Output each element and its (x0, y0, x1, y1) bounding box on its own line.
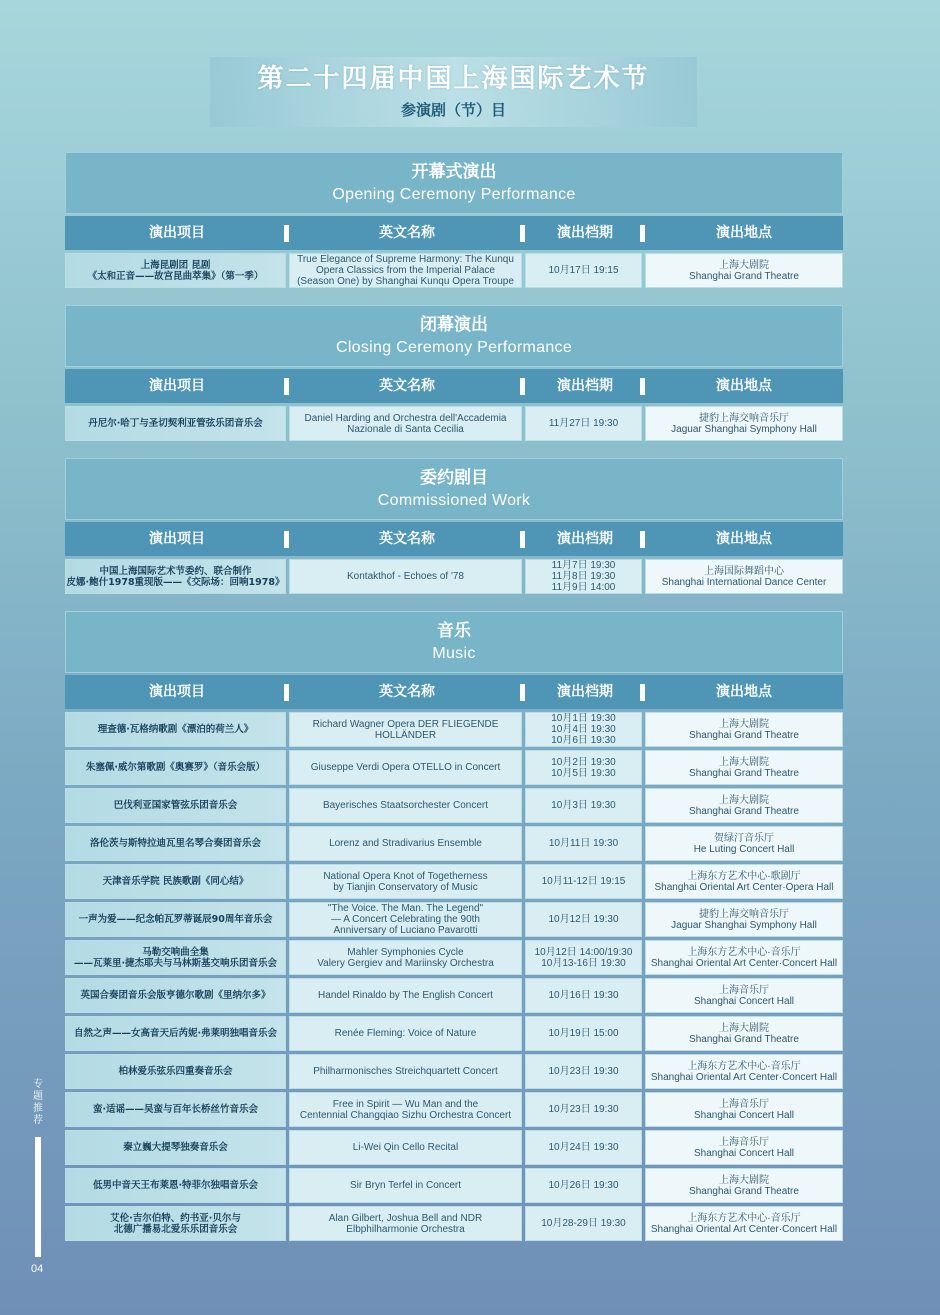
column-header-schedule: 演出档期 (525, 522, 645, 556)
program-name-cn: 洛伦茨与斯特拉迪瓦里名琴合奏团音乐会 (65, 826, 286, 861)
program-name-cn: 秦立巍大提琴独奏音乐会 (65, 1130, 286, 1165)
program-name-cn: 中国上海国际艺术节委约、联合制作 皮娜·鲍什1978重现版——《交际场：回响1978》 (65, 559, 286, 594)
schedule-cell: 10月11-12日 19:15 (525, 864, 642, 899)
column-header-schedule: 演出档期 (525, 675, 645, 709)
column-header-english: 英文名称 (289, 675, 525, 709)
column-header-venue: 演出地点 (716, 531, 772, 547)
section-title-cn: 委约剧目 (420, 468, 488, 488)
program-name-en: Alan Gilbert, Joshua Bell and NDR Elbphilharmonie Orchestra (289, 1206, 522, 1241)
program-name-cn: 巴伐利亚国家管弦乐团音乐会 (65, 788, 286, 823)
program-name-en: Giuseppe Verdi Opera OTELLO in Concert (289, 750, 522, 785)
schedule-cell: 10月2日 19:30 10月5日 19:30 (525, 750, 642, 785)
schedule-cell: 10月11日 19:30 (525, 826, 642, 861)
venue-cell: 上海国际舞蹈中心 Shanghai International Dance Center (645, 559, 843, 594)
side-accent-bar (35, 1137, 41, 1257)
table-row (65, 253, 843, 288)
program-name-en: Bayerisches Staatsorchester Concert (289, 788, 522, 823)
page-title: 第二十四届中国上海国际艺术节 (257, 64, 650, 94)
venue-cell: 贺绿汀音乐厅 He Luting Concert Hall (645, 826, 843, 861)
program-name-cn: 理查德·瓦格纳歌剧《漂泊的荷兰人》 (65, 712, 286, 747)
program-name-cn: 马勒交响曲全集 ——瓦莱里·捷杰耶夫与马林斯基交响乐团音乐会 (65, 940, 286, 975)
column-header-english: 英文名称 (289, 369, 525, 403)
schedule-cell: 11月27日 19:30 (525, 406, 642, 441)
program-name-en: Handel Rinaldo by The English Concert (289, 978, 522, 1013)
table-row (65, 864, 843, 899)
program-name-cn: 柏林爱乐弦乐四重奏音乐会 (65, 1054, 286, 1089)
section-header (65, 458, 843, 520)
schedule-cell: 10月28-29日 19:30 (525, 1206, 642, 1241)
program-name-cn: 上海昆剧团 昆剧 《太和正音——故宫昆曲萃集》（第一季） (65, 253, 286, 288)
schedule-cell: 10月23日 19:30 (525, 1054, 642, 1089)
column-header-project: 演出项目 (65, 216, 289, 250)
section-table (65, 305, 843, 441)
venue-cell: 上海东方艺术中心·音乐厅 Shanghai Oriental Art Center·Concert Hall (645, 940, 843, 975)
program-name-en: National Opera Knot of Togetherness by Tianjin Conservatory of Music (289, 864, 522, 899)
schedule-cell: 10月23日 19:30 (525, 1092, 642, 1127)
program-name-en: True Elegance of Supreme Harmony: The Kunqu Opera Classics from the Imperial Palace (Season One) by Shanghai Kunqu Opera Troupe (289, 253, 522, 288)
page-subtitle: 参演剧（节）目 (400, 101, 506, 119)
column-header-venue: 演出地点 (716, 225, 772, 241)
section-header (65, 611, 843, 673)
table-row (65, 750, 843, 785)
table-row (65, 1168, 843, 1203)
program-name-en: Renée Fleming: Voice of Nature (289, 1016, 522, 1051)
column-header-english: 英文名称 (289, 522, 525, 556)
section-header (65, 305, 843, 367)
column-header-english: 英文名称 (289, 216, 525, 250)
venue-cell: 上海大剧院 Shanghai Grand Theatre (645, 1168, 843, 1203)
section-table (65, 611, 843, 1241)
venue-cell: 上海东方艺术中心·音乐厅 Shanghai Oriental Art Center·Concert Hall (645, 1054, 843, 1089)
schedule-cell: 10月24日 19:30 (525, 1130, 642, 1165)
table-row (65, 406, 843, 441)
program-name-en: Free in Spirit — Wu Man and the Centennial Changqiao Sizhu Orchestra Concert (289, 1092, 522, 1127)
venue-cell: 上海东方艺术中心·音乐厅 Shanghai Oriental Art Center·Concert Hall (645, 1206, 843, 1241)
venue-cell: 上海音乐厅 Shanghai Concert Hall (645, 1130, 843, 1165)
column-header-row (65, 369, 843, 403)
column-header-venue: 演出地点 (716, 684, 772, 700)
column-header-project: 演出项目 (65, 675, 289, 709)
section-title-cn: 闭幕演出 (420, 315, 488, 335)
section-title-cn: 开幕式演出 (411, 162, 497, 182)
table-row (65, 940, 843, 975)
venue-cell: 上海大剧院 Shanghai Grand Theatre (645, 1016, 843, 1051)
table-row (65, 788, 843, 823)
schedule-cell: 11月7日 19:30 11月8日 19:30 11月9日 14:00 (525, 559, 642, 594)
table-row (65, 1016, 843, 1051)
schedule-cell: 10月17日 19:15 (525, 253, 642, 288)
venue-cell: 上海大剧院 Shanghai Grand Theatre (645, 788, 843, 823)
section-title-en: Music (432, 645, 476, 662)
schedule-cell: 10月1日 19:30 10月4日 19:30 10月6日 19:30 (525, 712, 642, 747)
venue-cell: 上海音乐厅 Shanghai Concert Hall (645, 978, 843, 1013)
venue-cell: 上海大剧院 Shanghai Grand Theatre (645, 750, 843, 785)
title-banner (210, 57, 697, 127)
program-name-cn: 自然之声——女高音天后芮妮·弗莱明独唱音乐会 (65, 1016, 286, 1051)
program-name-cn: 低男中音天王布莱恩·特菲尔独唱音乐会 (65, 1168, 286, 1203)
venue-cell: 上海大剧院 Shanghai Grand Theatre (645, 253, 843, 288)
program-name-en: Richard Wagner Opera DER FLIEGENDE HOLLÄNDER (289, 712, 522, 747)
column-header-project: 演出项目 (65, 522, 289, 556)
schedule-cell: 10月12日 19:30 (525, 902, 642, 937)
section-title-en: Commissioned Work (377, 492, 531, 509)
program-name-en: Sir Bryn Terfel in Concert (289, 1168, 522, 1203)
table-row (65, 1054, 843, 1089)
table-row (65, 559, 843, 594)
column-header-row (65, 216, 843, 250)
program-name-en: Li-Wei Qin Cello Recital (289, 1130, 522, 1165)
column-header-row (65, 522, 843, 556)
program-name-cn: 天津音乐学院 民族歌剧《同心结》 (65, 864, 286, 899)
side-section-label: 专题推荐 (33, 1079, 43, 1126)
section-title-cn: 音乐 (437, 621, 471, 641)
program-name-en: Kontakthof - Echoes of '78 (289, 559, 522, 594)
schedule-cell: 10月3日 19:30 (525, 788, 642, 823)
column-header-project: 演出项目 (65, 369, 289, 403)
table-row (65, 902, 843, 937)
venue-cell: 上海音乐厅 Shanghai Concert Hall (645, 1092, 843, 1127)
column-header-schedule: 演出档期 (525, 369, 645, 403)
venue-cell: 上海东方艺术中心·歌剧厅 Shanghai Oriental Art Center·Opera Hall (645, 864, 843, 899)
program-name-en: Mahler Symphonies Cycle Valery Gergiev and Mariinsky Orchestra (289, 940, 522, 975)
schedule-cell: 10月19日 15:00 (525, 1016, 642, 1051)
program-name-cn: 朱塞佩·威尔第歌剧《奥赛罗》（音乐会版） (65, 750, 286, 785)
program-name-cn: 丹尼尔·哈丁与圣切契利亚管弦乐团音乐会 (65, 406, 286, 441)
table-row (65, 1092, 843, 1127)
schedule-cell: 10月16日 19:30 (525, 978, 642, 1013)
venue-cell: 上海大剧院 Shanghai Grand Theatre (645, 712, 843, 747)
table-row (65, 978, 843, 1013)
table-row (65, 1206, 843, 1241)
column-header-schedule: 演出档期 (525, 216, 645, 250)
schedule-cell: 10月26日 19:30 (525, 1168, 642, 1203)
program-name-cn: 蛮·适谣——吴蛮与百年长桥丝竹音乐会 (65, 1092, 286, 1127)
program-name-en: Philharmonisches Streichquartett Concert (289, 1054, 522, 1089)
venue-cell: 捷豹上海交响音乐厅 Jaguar Shanghai Symphony Hall (645, 406, 843, 441)
venue-cell: 捷豹上海交响音乐厅 Jaguar Shanghai Symphony Hall (645, 902, 843, 937)
program-name-cn: 一声为爱——纪念帕瓦罗蒂诞辰90周年音乐会 (65, 902, 286, 937)
section-table (65, 152, 843, 288)
column-header-row (65, 675, 843, 709)
column-header-venue: 演出地点 (716, 378, 772, 394)
table-row (65, 826, 843, 861)
program-name-cn: 艾伦·吉尔伯特、约书亚·贝尔与 北德广播易北爱乐乐团音乐会 (65, 1206, 286, 1241)
table-row (65, 1130, 843, 1165)
program-name-en: Lorenz and Stradivarius Ensemble (289, 826, 522, 861)
section-title-en: Opening Ceremony Performance (332, 186, 576, 203)
program-name-en: "The Voice. The Man. The Legend" — A Concert Celebrating the 90th Anniversary of Luciano Pavarotti (289, 902, 522, 937)
section-header (65, 152, 843, 214)
page-number: 04 (31, 1263, 44, 1275)
schedule-cell: 10月12日 14:00/19:30 10月13-16日 19:30 (525, 940, 642, 975)
section-table (65, 458, 843, 594)
program-name-cn: 英国合奏团音乐会版亨德尔歌剧《里纳尔多》 (65, 978, 286, 1013)
section-title-en: Closing Ceremony Performance (335, 339, 573, 356)
program-name-en: Daniel Harding and Orchestra dell'Accademia Nazionale di Santa Cecilia (289, 406, 522, 441)
table-row (65, 712, 843, 747)
